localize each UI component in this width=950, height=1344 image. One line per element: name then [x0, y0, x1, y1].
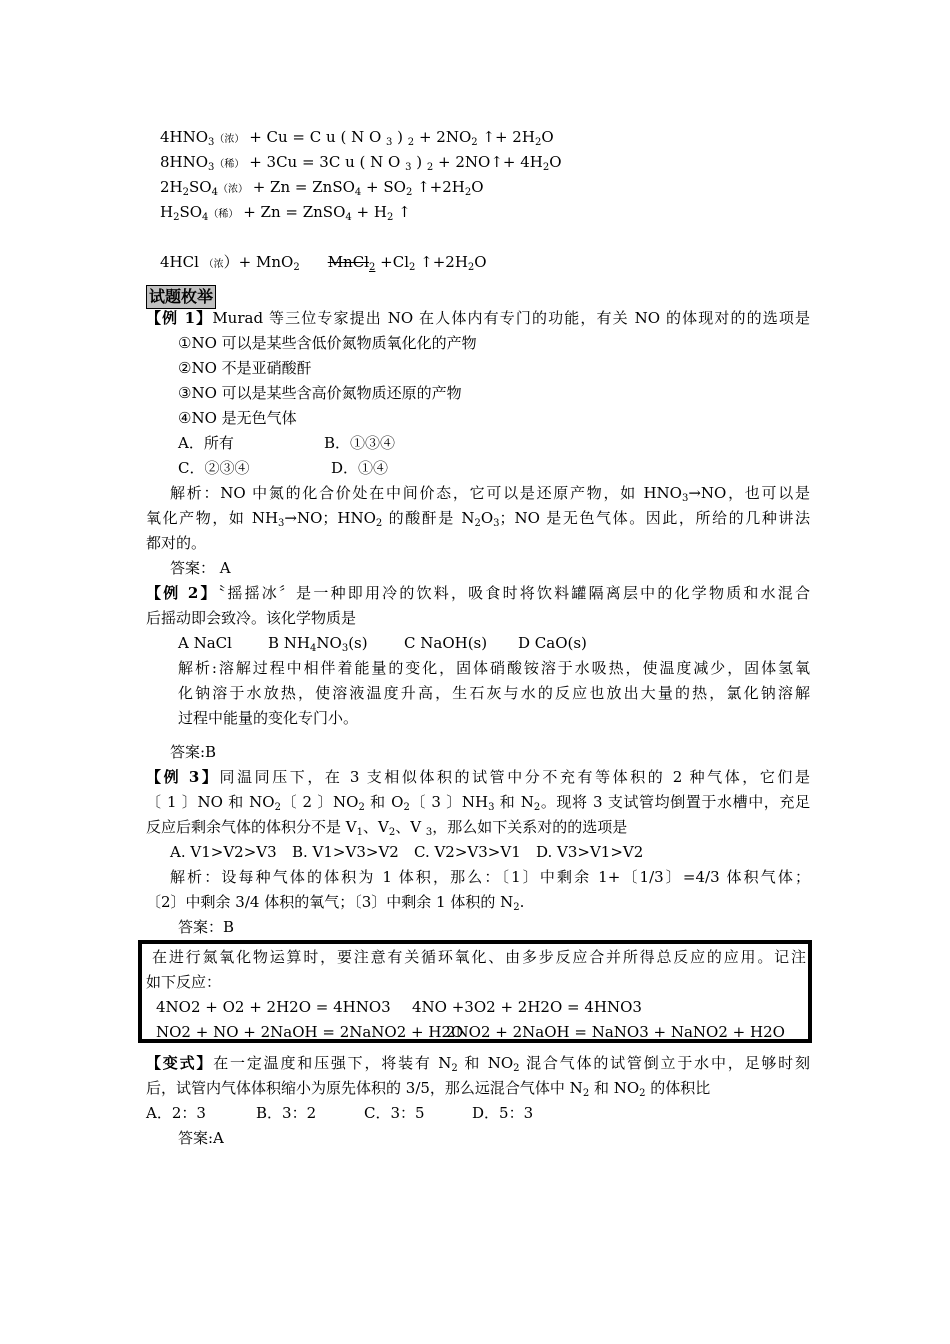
- variant-option-d: D．5：3: [472, 1104, 534, 1122]
- ex2-option-a: A NaCl: [178, 634, 232, 652]
- ex2-option-c: C NaOH(s): [404, 634, 488, 652]
- ex1-stem: 【例 1】Murad 等三位专家提出 NO 在人体内有专门的功能，有关 NO 的体现对的的选项是: [146, 309, 810, 327]
- note-reaction-2: 4NO +3O2 + 2H2O = 4HNO3: [412, 998, 642, 1016]
- ex3-answer: 答案：B: [178, 918, 235, 936]
- mncl2-struck: MnCl$_2$: [327, 253, 376, 273]
- variant-option-a: A．2：3: [146, 1104, 206, 1122]
- ex2-stem-1: 【例 2】〝摇摇冰〞是一种即用冷的饮料，吸食时将饮料罐隔离层中的化学物质和水混合: [146, 584, 810, 602]
- equation-3: $2H_2SO_4$（浓） + Zn = ZnSO$_4$ + $SO_2$ $↑+2H_2O$: [160, 178, 484, 198]
- ex3-stem-3: 反应后剩余气体的体积分不是 $V_1$、$V_2$、V $_3$，那么如下关系对的的选项是: [146, 818, 628, 838]
- ex1-item-3: ③NO 可以是某些含高价氮物质还原的产物: [178, 384, 462, 402]
- variant-answer: 答案:A: [178, 1129, 224, 1147]
- ex3-option-b: B. V1>V3>V2: [292, 843, 399, 861]
- ex1-item-2: ②NO 不是亚硝酸酐: [178, 359, 312, 377]
- ex1-option-a: A．所有: [178, 434, 234, 452]
- ex2-analysis-1: 解析:溶解过程中相伴着能量的变化，固体硝酸铵溶于水吸热，使温度减少，固体氢氧: [178, 659, 810, 677]
- equation-2: $8HNO_3$（稀） + 3Cu = 3C u ( N O $_3$ ) $_2$ + 2NO↑+ $4H_2O$: [160, 153, 562, 173]
- ex2-option-d: D CaO(s): [518, 634, 587, 652]
- note-reaction-3: NO2 + NO + 2NaOH = 2NaNO2 + H2O: [156, 1023, 464, 1041]
- ex1-option-b: B．①③④: [324, 434, 396, 452]
- equation-4: $H_2SO_4$（稀） + Zn = ZnSO$_4$ + $H_2$ ↑: [160, 203, 411, 223]
- ex2-answer: 答案:B: [170, 743, 217, 761]
- note-reaction-4: 2NO2 + 2NaOH = NaNO3 + NaNO2 + H2O: [446, 1023, 785, 1041]
- ex2-analysis-3: 过程中能量的变化专门小。: [178, 709, 359, 727]
- ex3-option-c: C. V2>V3>V1: [414, 843, 521, 861]
- ex2-stem-2: 后摇动即会致冷。该化学物质是: [146, 609, 357, 627]
- ex1-analysis-3: 都对的。: [146, 534, 207, 552]
- ex2-analysis-2: 化钠溶于水放热，使溶液温度升高，生石灰与水的反应也放出大量的热，氯化钠溶解: [178, 684, 810, 702]
- note-reaction-1: 4NO2 + O2 + 2H2O = 4HNO3: [156, 998, 391, 1016]
- ex3-option-a: A. V1>V2>V3: [170, 843, 277, 861]
- variant-stem-1: 【变式】在一定温度和压强下，将装有 $N_2$ 和 $NO_2$ 混合气体的试管倒立于水中，足够时刻: [146, 1054, 810, 1074]
- ex3-analysis-2: 〔2〕中剩余 3/4 体积的氧气；〔3〕中剩余 1 体积的 $N_2$.: [146, 893, 525, 913]
- ex3-analysis-1: 解析：设每种气体的体积为 1 体积，那么：〔1〕中剩余 1+〔1/3〕=4/3 体积气体；: [170, 868, 810, 886]
- note-line-2: 如下反应：: [146, 973, 222, 991]
- ex3-stem-1: 【例 3】同温同压下，在 3 支相似体积的试管中分不充有等体积的 2 种气体，它们是: [146, 768, 810, 786]
- ex1-item-1: ①NO 可以是某些含低价氮物质氧化化的产物: [178, 334, 477, 352]
- ex3-stem-2: 〔 1 〕NO 和 $NO_2$〔 2 〕$NO_2$ 和 $O_2$〔 3 〕$NH_3$ 和 $N_2$。现将 3 支试管均倒置于水槽中，充足: [146, 793, 810, 813]
- variant-stem-2: 后，试管内气体体积缩小为原先体积的 3/5，那么远混合气体中 $N_2$ 和 $NO_2$ 的体积比: [146, 1079, 711, 1099]
- ex1-analysis-2: 氧化产物，如 $NH_3\to NO$；$HNO_2$ 的酸酐是 $N_2O_3$；NO 是无色气体。因此，所给的几种讲法: [146, 509, 810, 529]
- variant-option-c: C．3：5: [364, 1104, 425, 1122]
- variant-option-b: B．3：2: [256, 1104, 317, 1122]
- section-title: 试题枚举: [146, 285, 216, 309]
- ex1-analysis-1: 解析：NO 中氮的化合价处在中间价态，它可以是还原产物，如 $HNO_3\to NO$，也可以是: [170, 484, 810, 504]
- ex1-item-4: ④NO 是无色气体: [178, 409, 297, 427]
- ex1-option-d: D．①④: [331, 459, 389, 477]
- equation-5: 4HCl （浓）+ MnO$_2$ MnCl$_2$ $+Cl_2$ $↑+2H_2O$: [160, 253, 487, 273]
- ex1-option-c: C．②③④: [178, 459, 250, 477]
- ex2-option-b: B $NH_4NO_3(s)$: [268, 634, 368, 654]
- ex3-option-d: D. V3>V1>V2: [536, 843, 644, 861]
- equation-1: $4HNO_3$（浓） + Cu = C u ( N O $_3$ ) $_2 + 2NO_2$ ↑+ $2H_2O$: [160, 128, 554, 148]
- note-line-1: 在进行氮氧化物运算时，要注意有关循环氧化、由多步反应合并所得总反应的应用。记注: [152, 948, 806, 966]
- ex1-answer: 答案： A: [170, 559, 231, 577]
